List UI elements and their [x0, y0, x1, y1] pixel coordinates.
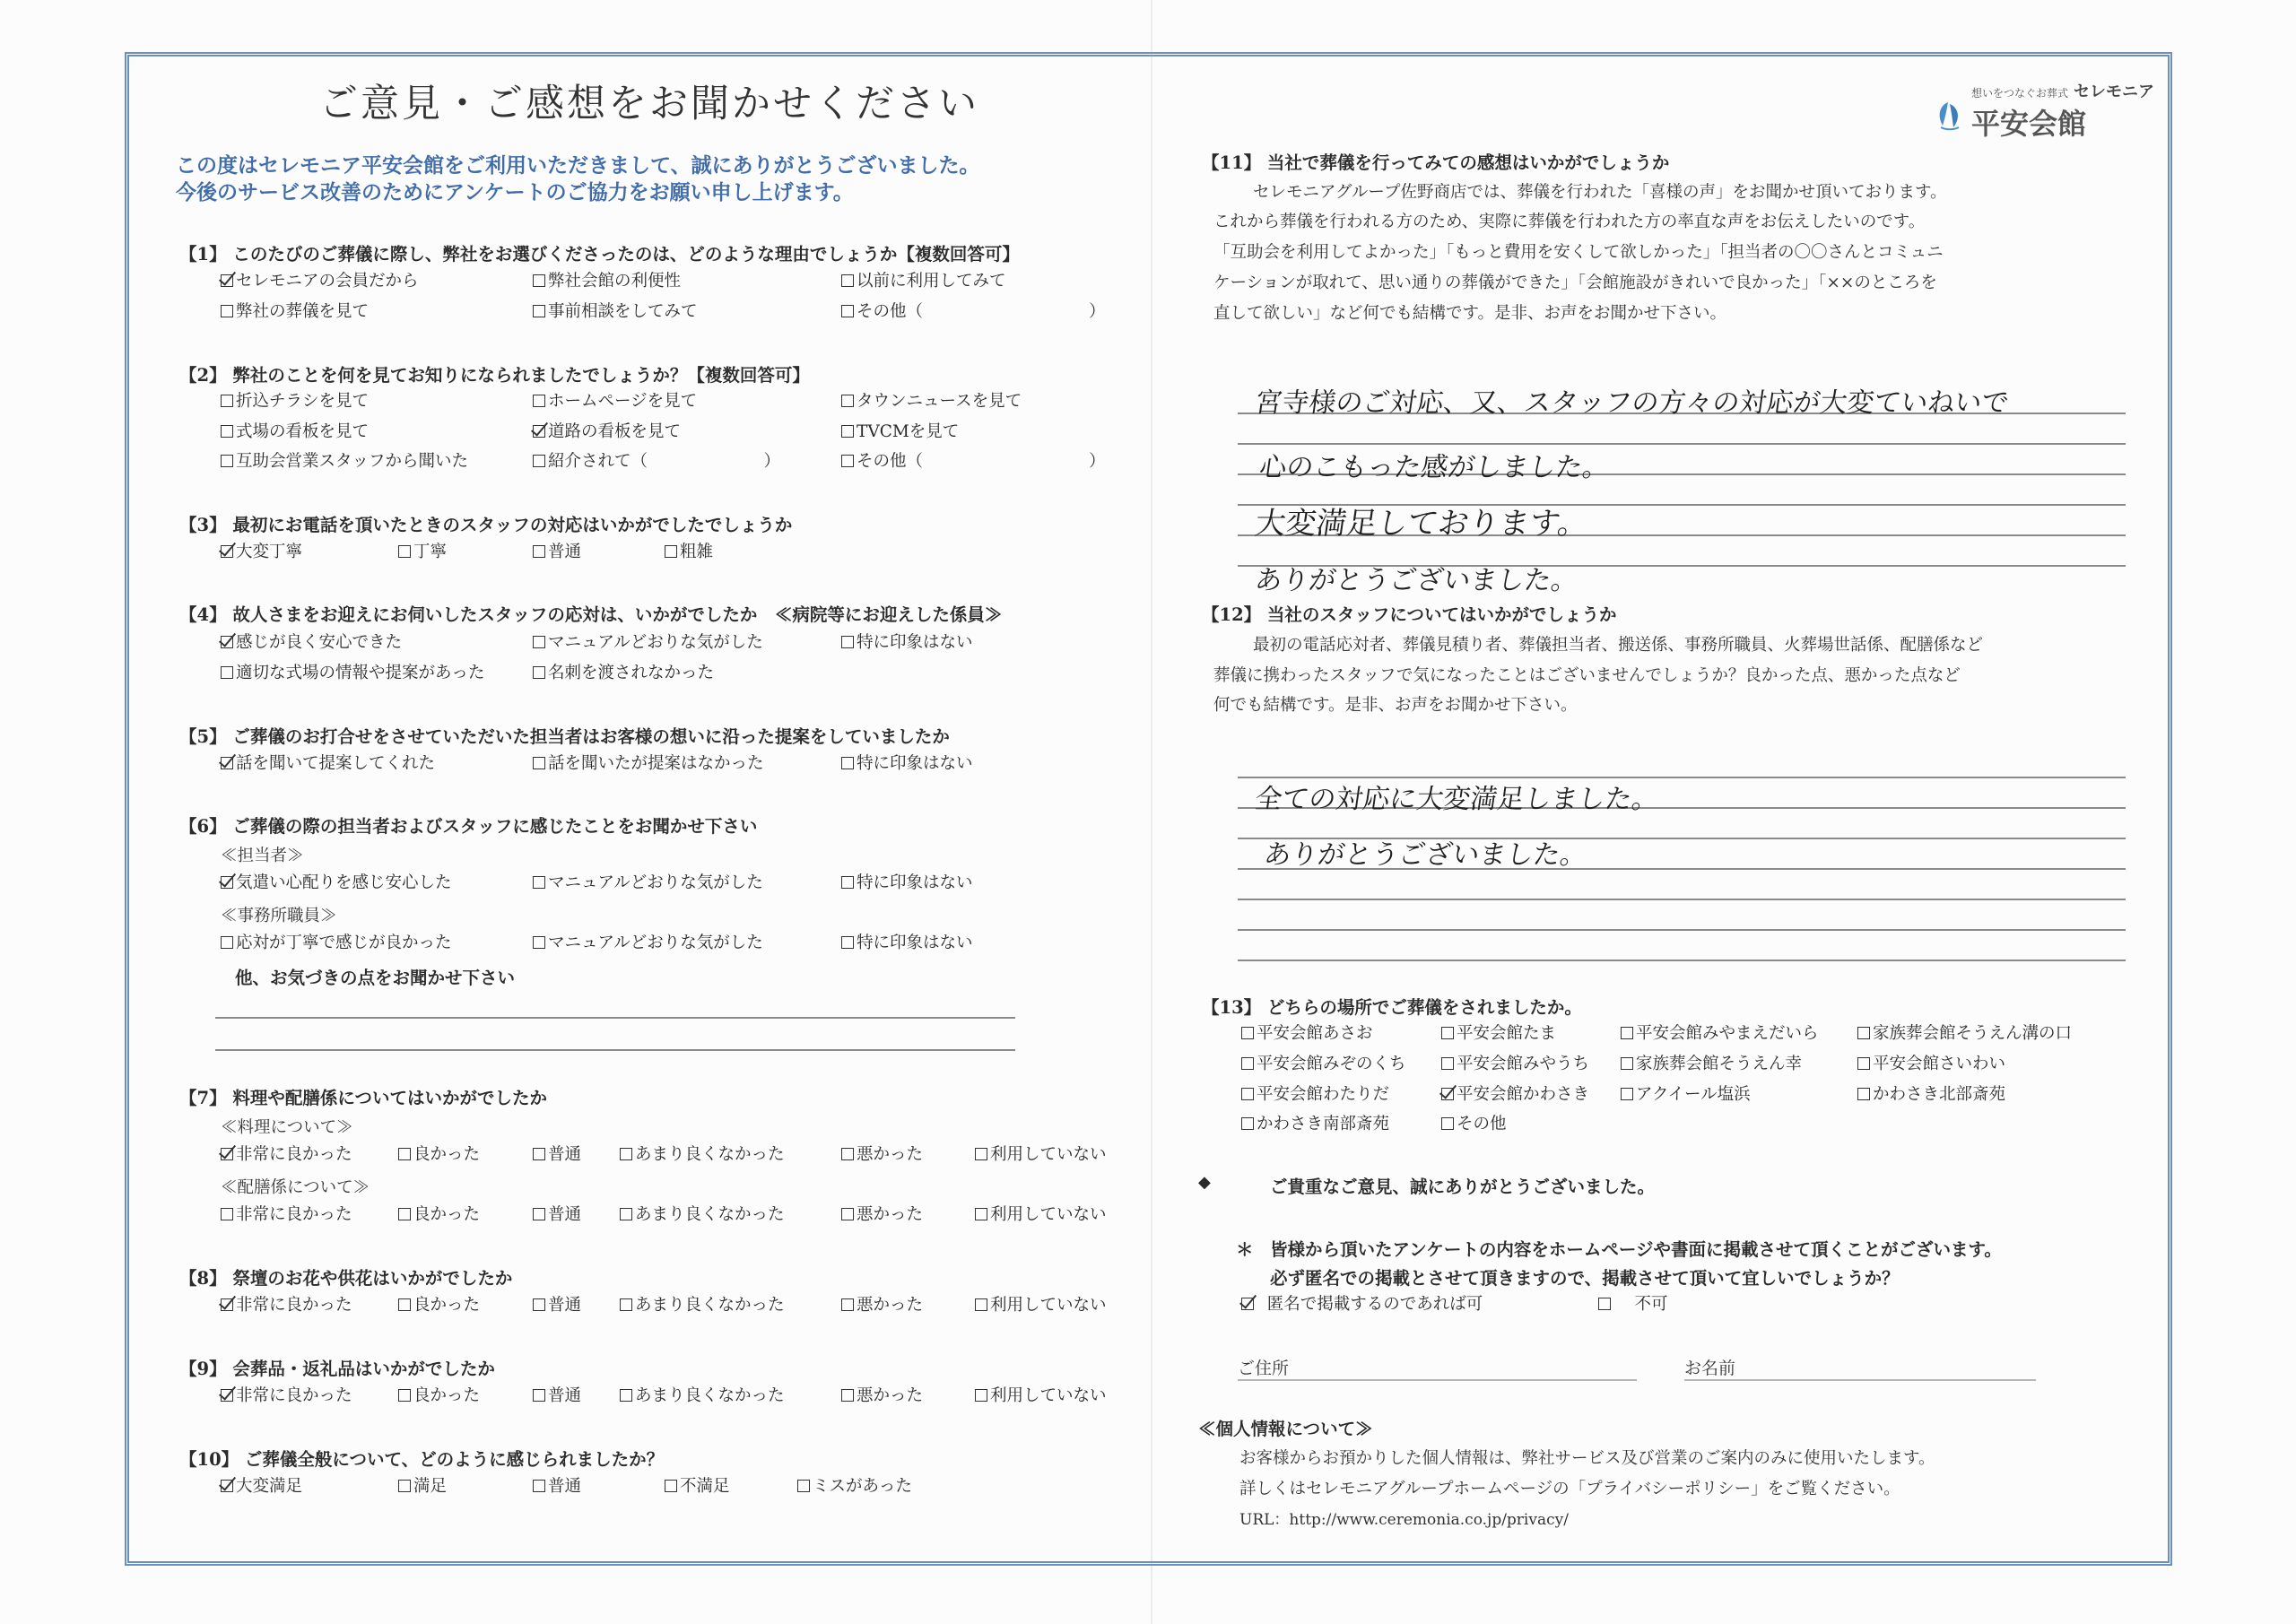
option[interactable]: 式場の看板を見て — [221, 421, 369, 443]
checkbox[interactable] — [533, 636, 545, 648]
diamond-icon: ◆ — [1198, 1173, 1211, 1192]
leaf-logo-icon — [1935, 100, 1962, 131]
checkbox[interactable] — [398, 1298, 411, 1311]
checkbox[interactable] — [665, 1480, 677, 1492]
handwritten-answer: 宮寺様のご対応、又、スタッフの方々の対応が大変ていねいで — [1253, 387, 2011, 419]
checkbox[interactable] — [1621, 1027, 1633, 1039]
checkbox[interactable] — [1441, 1027, 1454, 1039]
option[interactable]: 大変丁寧 — [221, 542, 302, 563]
checkbox[interactable] — [221, 936, 233, 949]
checkbox[interactable] — [533, 936, 545, 949]
option[interactable]: 良かった — [398, 1385, 480, 1407]
option[interactable]: 大変満足 — [221, 1476, 302, 1498]
comment-line[interactable] — [215, 1049, 1015, 1051]
checkbox-checked[interactable] — [221, 545, 233, 558]
handwritten-answer: 全ての対応に大変満足しました。 — [1253, 784, 1661, 815]
option[interactable]: 家族葬会館そうえん溝の口 — [1857, 1023, 2072, 1045]
checkbox[interactable] — [398, 1148, 411, 1160]
checkbox[interactable] — [1441, 1117, 1454, 1130]
handwritten-answer: ありがとうございました。 — [1262, 839, 1589, 871]
question-3: 【3】 最初にお電話を頂いたときのスタッフの対応はいかがでしたでしょうか — [179, 515, 793, 535]
option[interactable]: 悪かった — [841, 1204, 923, 1226]
option[interactable]: 良かった — [398, 1295, 480, 1316]
publish-note-2: 必ず匿名での掲載とさせて頂きますので、掲載させて頂いて宜しいでしょうか？ — [1270, 1268, 1900, 1289]
checkbox[interactable] — [620, 1298, 632, 1311]
checkbox[interactable] — [221, 455, 233, 467]
checkbox[interactable] — [1441, 1057, 1454, 1070]
checkbox[interactable] — [975, 1148, 987, 1160]
checkbox[interactable] — [533, 455, 545, 467]
q11-description: セレモニアグループ佐野商店では、葬儀を行われた「喜様の声」をお聞かせ頂いております。 — [1253, 183, 1947, 202]
checkbox[interactable] — [1241, 1027, 1254, 1039]
option[interactable]: 応対が丁寧で感じが良かった — [221, 933, 452, 954]
checkbox[interactable] — [1241, 1088, 1254, 1100]
consent-anonymous[interactable]: 匿名で掲載するのであれば可 — [1241, 1294, 1483, 1316]
option[interactable]: かわさき北部斎苑 — [1857, 1084, 2005, 1106]
checkbox[interactable] — [533, 305, 545, 317]
question-7: 【7】 料理や配膳係についてはいかがでしたか — [179, 1088, 547, 1108]
option[interactable]: 紹介されて（ ） — [533, 451, 780, 473]
address-label: ご住所 — [1238, 1359, 1290, 1378]
checkbox-checked[interactable] — [221, 1389, 233, 1402]
checkbox[interactable] — [1621, 1057, 1633, 1070]
option[interactable]: 特に印象はない — [841, 873, 973, 894]
option[interactable]: 弊社の葬儀を見て — [221, 301, 369, 323]
checkbox[interactable] — [398, 1389, 411, 1402]
question-6: 【6】 ご葬儀の際の担当者およびスタッフに感じたことをお聞かせ下さい — [179, 816, 758, 837]
q12-description: 葬儀に携わったスタッフで気になったことはございませんでしょうか？良かった点、悪かった点など — [1213, 666, 1961, 685]
option[interactable]: その他 — [1441, 1114, 1507, 1135]
checkbox[interactable] — [221, 666, 233, 679]
checkbox[interactable] — [1857, 1057, 1870, 1070]
option[interactable]: TVCMを見て — [841, 421, 959, 443]
option[interactable]: 普通 — [533, 1295, 581, 1316]
handwritten-answer: ありがとうございました。 — [1253, 565, 1580, 596]
option[interactable]: 利用していない — [975, 1385, 1107, 1407]
page-title: ご意見・ご感想をお聞かせください — [319, 82, 979, 126]
checkbox-checked[interactable] — [221, 274, 233, 287]
option[interactable]: 非常に良かった — [221, 1385, 352, 1407]
publish-note-1: 皆様から頂いたアンケートの内容をホームページや書面に掲載させて頂くことがございます。 — [1270, 1239, 2002, 1260]
subheading-staff: ≪担当者≫ — [221, 847, 304, 865]
option[interactable]: あまり良くなかった — [620, 1385, 785, 1407]
option[interactable]: 利用していない — [975, 1204, 1107, 1226]
checkbox[interactable] — [1241, 1057, 1254, 1070]
answer-line[interactable] — [1238, 899, 2126, 900]
logo-tagline: 想いをつなぐお葬式 セレモニア — [1971, 83, 2155, 101]
checkbox[interactable] — [841, 274, 854, 287]
checkbox[interactable] — [841, 1298, 854, 1311]
question-4: 【4】 故人さまをお迎えにお伺いしたスタッフの応対は、いかがでしたか ≪病院等にお迎えした係員≫ — [179, 604, 1003, 625]
question-9: 【9】 会葬品・返礼品はいかがでしたか — [179, 1359, 495, 1379]
option[interactable]: 非常に良かった — [221, 1144, 352, 1166]
checkbox[interactable] — [221, 1208, 233, 1220]
checkbox[interactable] — [841, 425, 854, 438]
option[interactable]: 普通 — [533, 1385, 581, 1407]
checkbox[interactable] — [797, 1480, 810, 1492]
checkbox[interactable] — [533, 545, 545, 558]
option[interactable]: 満足 — [398, 1476, 447, 1498]
question-10: 【10】 ご葬儀全般について、どのように感じられましたか？ — [179, 1449, 665, 1470]
option[interactable]: 普通 — [533, 1476, 581, 1498]
option[interactable]: 事前相談をしてみて — [533, 301, 698, 323]
option[interactable]: 悪かった — [841, 1295, 923, 1316]
checkbox[interactable] — [1598, 1298, 1611, 1310]
checkbox[interactable] — [221, 305, 233, 317]
checkbox[interactable] — [841, 395, 854, 407]
question-11: 【11】 当社で葬儀を行ってみての感想はいかがでしょうか — [1202, 152, 1670, 173]
checkbox[interactable] — [533, 757, 545, 769]
checkbox[interactable] — [841, 936, 854, 949]
checkbox[interactable] — [221, 395, 233, 407]
question-1: 【1】 このたびのご葬儀に際し、弊社をお選びくださったのは、どのような理由でしょうか【複数回答可】 — [179, 244, 1020, 265]
checkbox[interactable] — [1857, 1088, 1870, 1100]
option[interactable]: あまり良くなかった — [620, 1204, 785, 1226]
checkbox[interactable] — [1621, 1088, 1633, 1100]
option[interactable]: 互助会営業スタッフから聞いた — [221, 451, 468, 473]
option[interactable]: 平安会館みやうち — [1441, 1054, 1589, 1075]
thanks-message: ご貴重なご意見、誠にありがとうございました。 — [1270, 1177, 1656, 1197]
q12-description: 最初の電話応対者、葬儀見積り者、葬儀担当者、搬送係、事務所職員、火葬場世話係、配膳係など — [1253, 636, 1984, 655]
option[interactable]: 悪かった — [841, 1144, 923, 1166]
checkbox[interactable] — [620, 1389, 632, 1402]
option[interactable]: 利用していない — [975, 1295, 1107, 1316]
option[interactable]: 平安会館みやまえだいら — [1621, 1023, 1819, 1045]
checkbox-checked[interactable] — [221, 636, 233, 648]
option[interactable]: 普通 — [533, 1204, 581, 1226]
checkbox[interactable] — [1857, 1027, 1870, 1039]
checkbox[interactable] — [620, 1148, 632, 1160]
option[interactable]: ホームページを見て — [533, 391, 697, 413]
subheading-serving: ≪配膳係について≫ — [221, 1178, 370, 1197]
question-13: 【13】 どちらの場所でご葬儀をされましたか。 — [1202, 997, 1582, 1018]
free-comment-label: 他、お気づきの点をお聞かせ下さい — [235, 968, 516, 988]
q11-description: 「互助会を利用してよかった」「もっと費用を安くして欲しかった」「担当者の〇〇さんとコミュニ — [1213, 243, 1944, 262]
option[interactable]: タウンニュースを見て — [841, 391, 1022, 413]
checkbox-checked[interactable] — [533, 425, 545, 438]
checkbox[interactable] — [975, 1208, 987, 1220]
option[interactable]: 道路の看板を見て — [533, 421, 681, 443]
option[interactable]: 平安会館わたりだ — [1241, 1084, 1389, 1106]
checkbox[interactable] — [841, 455, 854, 467]
option[interactable]: 平安会館さいわい — [1857, 1054, 2005, 1075]
question-8: 【8】 祭壇のお花や供花はいかがでしたか — [179, 1268, 513, 1289]
option[interactable]: 良かった — [398, 1144, 480, 1166]
checkbox-checked[interactable] — [221, 876, 233, 889]
option[interactable]: 平安会館みぞのくち — [1241, 1054, 1406, 1075]
q11-description: ケーションが取れて、思い通りの葬儀ができた」「会館施設がきれいで良かった」「××のところを — [1213, 274, 1937, 292]
privacy-title: ≪個人情報について≫ — [1198, 1419, 1373, 1439]
option[interactable]: ミスがあった — [797, 1476, 912, 1498]
checkbox[interactable] — [975, 1389, 987, 1402]
subheading-office: ≪事務所職員≫ — [221, 907, 337, 925]
checkbox[interactable] — [398, 545, 411, 558]
checkbox[interactable] — [533, 666, 545, 679]
checkbox-checked[interactable] — [221, 757, 233, 769]
option[interactable]: 感じが良く安心できた — [221, 632, 402, 654]
question-2: 【2】 弊社のことを何を見てお知りになられましたでしょうか？【複数回答可】 — [179, 365, 810, 386]
checkbox-checked[interactable] — [221, 1148, 233, 1160]
privacy-text: 詳しくはセレモニアグループホームページの「プライバシーポリシー」をご覧ください。 — [1239, 1480, 1900, 1498]
comment-line[interactable] — [215, 1017, 1015, 1019]
address-field[interactable] — [1238, 1379, 1637, 1381]
answer-line[interactable] — [1238, 960, 2126, 961]
checkbox[interactable] — [533, 395, 545, 407]
checkbox[interactable] — [533, 1480, 545, 1492]
option[interactable]: 適切な式場の情報や提案があった — [221, 663, 484, 684]
name-label: お名前 — [1684, 1359, 1736, 1378]
option[interactable]: 良かった — [398, 1204, 480, 1226]
checkbox[interactable] — [533, 1148, 545, 1160]
checkbox[interactable] — [533, 1298, 545, 1311]
option[interactable]: 平安会館たま — [1441, 1023, 1556, 1045]
checkbox-checked[interactable] — [1441, 1088, 1454, 1100]
option[interactable]: アクイール塩浜 — [1621, 1084, 1751, 1106]
brand-logo — [1935, 79, 2155, 142]
option[interactable]: 気遣い心配りを感じ安心した — [221, 873, 452, 894]
checkbox[interactable] — [620, 1208, 632, 1220]
checkbox-checked[interactable] — [221, 1298, 233, 1311]
answer-line[interactable] — [1238, 929, 2126, 931]
option[interactable]: 悪かった — [841, 1385, 923, 1407]
option[interactable]: セレモニアの会員だから — [221, 271, 419, 292]
option[interactable]: 非常に良かった — [221, 1204, 352, 1226]
checkbox[interactable] — [533, 274, 545, 287]
intro-line-2: 今後のサービス改善のためにアンケートのご協力をお願い申し上げます。 — [176, 180, 854, 204]
option[interactable]: 家族葬会館そうえん幸 — [1621, 1054, 1802, 1075]
checkbox[interactable] — [398, 1208, 411, 1220]
name-field[interactable] — [1684, 1379, 2036, 1381]
checkbox[interactable] — [533, 1208, 545, 1220]
option[interactable]: 丁寧 — [398, 542, 447, 563]
privacy-url-link[interactable]: URL：http://www.ceremonia.co.jp/privacy/ — [1239, 1511, 1569, 1529]
checkbox[interactable] — [841, 876, 854, 889]
option[interactable]: あまり良くなかった — [620, 1144, 785, 1166]
subheading-food: ≪料理について≫ — [221, 1118, 353, 1137]
option[interactable]: 特に印象はない — [841, 632, 973, 654]
option[interactable]: 折込チラシを見て — [221, 391, 369, 413]
checkbox[interactable] — [221, 425, 233, 438]
handwritten-answer: 心のこもった感がしました。 — [1257, 452, 1612, 483]
checkbox-checked[interactable] — [221, 1480, 233, 1492]
checkbox[interactable] — [841, 1389, 854, 1402]
option[interactable]: マニュアルどおりな気がした — [533, 632, 763, 654]
checkbox[interactable] — [841, 1148, 854, 1160]
handwritten-answer: 大変満足しております。 — [1252, 506, 1591, 542]
option[interactable]: あまり良くなかった — [620, 1295, 785, 1316]
q12-description: 何でも結構です。是非、お声をお聞かせ下さい。 — [1213, 696, 1578, 715]
option[interactable]: 特に印象はない — [841, 753, 973, 775]
checkbox-checked[interactable] — [1241, 1298, 1254, 1310]
checkbox[interactable] — [841, 1208, 854, 1220]
checkbox[interactable] — [841, 757, 854, 769]
checkbox[interactable] — [533, 1389, 545, 1402]
privacy-text: お客様からお預かりした個人情報は、弊社サービス及び営業のご案内のみに使用いたします。 — [1239, 1449, 1935, 1468]
checkbox[interactable] — [533, 876, 545, 889]
option[interactable]: 話を聞いたが提案はなかった — [533, 753, 764, 775]
option[interactable]: 特に印象はない — [841, 933, 973, 954]
option[interactable]: 普通 — [533, 1144, 581, 1166]
question-5: 【5】 ご葬儀のお打合せをさせていただいた担当者はお客様の想いに沿った提案をしていましたか — [179, 726, 950, 747]
checkbox[interactable] — [975, 1298, 987, 1311]
option[interactable]: 不満足 — [665, 1476, 730, 1498]
option[interactable]: 利用していない — [975, 1144, 1107, 1166]
option[interactable]: 普通 — [533, 542, 581, 563]
q11-description: これから葬儀を行われる方のため、実際に葬儀を行われた方の率直な声をお伝えしたいのです。 — [1213, 213, 1926, 231]
option[interactable]: 平安会館かわさき — [1441, 1084, 1589, 1106]
option[interactable]: マニュアルどおりな気がした — [533, 933, 763, 954]
option[interactable]: 平安会館あさお — [1241, 1023, 1373, 1045]
q11-description: 直して欲しい」など何でも結構です。是非、お声をお聞かせ下さい。 — [1213, 304, 1727, 323]
option[interactable]: 非常に良かった — [221, 1295, 352, 1316]
option[interactable]: マニュアルどおりな気がした — [533, 873, 763, 894]
option[interactable]: 名刺を渡されなかった — [533, 663, 714, 684]
checkbox[interactable] — [665, 545, 677, 558]
checkbox[interactable] — [1241, 1117, 1254, 1130]
logo-name: 平安会館 — [1971, 107, 2087, 141]
option[interactable]: その他（ ） — [841, 301, 1106, 323]
asterisk-icon: ＊ — [1236, 1239, 1254, 1260]
checkbox[interactable] — [841, 636, 854, 648]
option[interactable]: かわさき南部斎苑 — [1241, 1114, 1389, 1135]
intro-line-1: この度はセレモニア平安会館をご利用いただきまして、誠にありがとうございました。 — [176, 153, 980, 178]
checkbox[interactable] — [841, 305, 854, 317]
option[interactable]: 粗雑 — [665, 542, 713, 563]
option[interactable]: 以前に利用してみて — [841, 271, 1006, 292]
option[interactable]: 弊社会館の利便性 — [533, 271, 681, 292]
checkbox[interactable] — [398, 1480, 411, 1492]
option[interactable]: その他（ ） — [841, 451, 1106, 473]
consent-decline[interactable]: 不可 — [1598, 1294, 1668, 1316]
question-12: 【12】 当社のスタッフについてはいかがでしょうか — [1202, 604, 1617, 625]
option[interactable]: 話を聞いて提案してくれた — [221, 753, 435, 775]
